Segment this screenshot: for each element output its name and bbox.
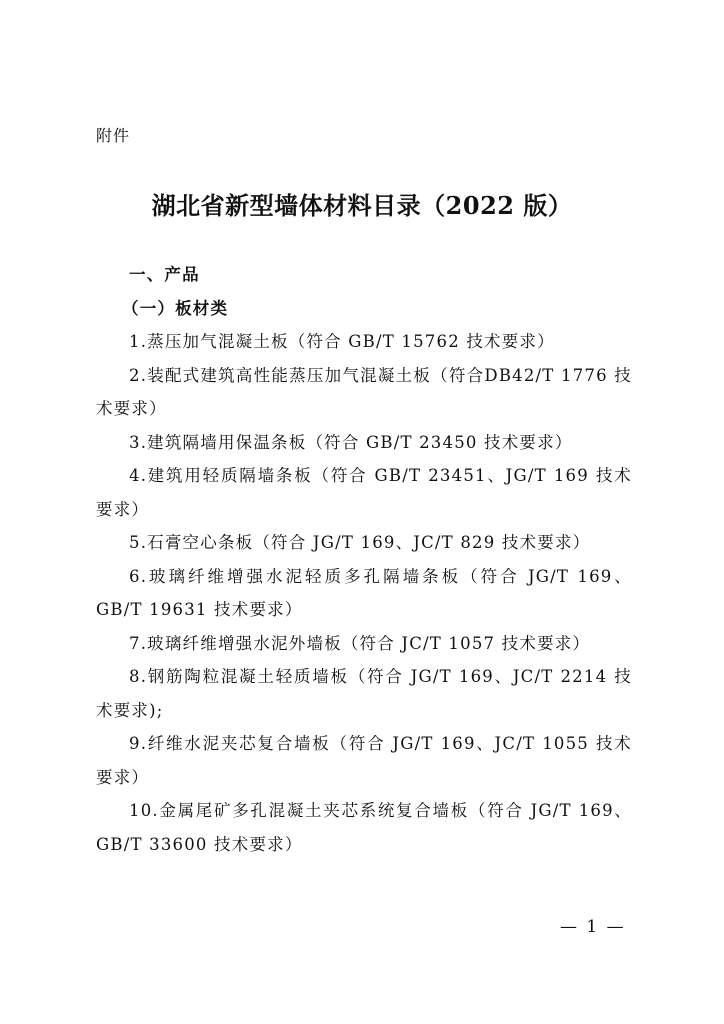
list-item: 1.蒸压加气混凝土板（符合 GB/T 15762 技术要求） [129, 332, 555, 351]
list-item: 3.建筑隔墙用保温条板（符合 GB/T 23450 技术要求） [129, 432, 573, 452]
list-item: 8.钢筋陶粒混凝土轻质墙板（符合 JG/T 169、JC/T 2214 技术要求); [96, 667, 632, 720]
subsection-heading-boards: （一）板材类 [122, 298, 229, 318]
list-item: 9.纤维水泥夹芯复合墙板（符合 JG/T 169、JC/T 1055 技术要求） [96, 734, 632, 787]
page-number: — 1 — [560, 917, 626, 937]
list-item: 5.石膏空心条板（符合 JG/T 169、JC/T 829 技术要求） [129, 533, 591, 552]
section-heading-products: 一、产品 [129, 265, 200, 284]
list-item: 6.玻璃纤维增强水泥轻质多孔隔墙条板（符合 JG/T 169、GB/T 19631 技术要求） [96, 566, 632, 619]
list-item: 4.建筑用轻质隔墙条板（符合 GB/T 23451、JG/T 169 技术要求） [96, 466, 632, 519]
list-item: 7.玻璃纤维增强水泥外墙板（符合 JC/T 1057 技术要求） [129, 633, 591, 653]
list-item: 10.金属尾矿多孔混凝土夹芯系统复合墙板（符合 JG/T 169、GB/T 33600 技术要求） [96, 801, 632, 854]
list-item: 2.装配式建筑高性能蒸压加气混凝土板（符合DB42/T 1776 技术要求） [96, 365, 632, 418]
attachment-label: 附件 [96, 126, 131, 145]
document-title: 湖北省新型墙体材料目录（2022 版） [151, 191, 573, 220]
document-body [96, 258, 632, 861]
